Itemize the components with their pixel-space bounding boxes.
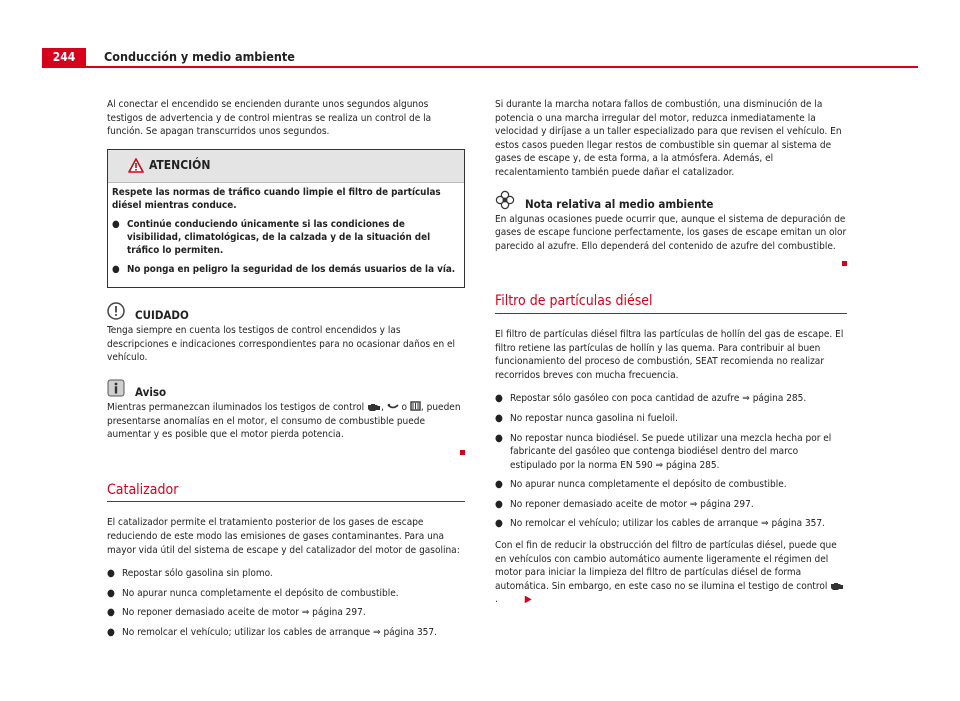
aviso-text <box>107 401 465 442</box>
info-icon <box>107 379 125 397</box>
section-end <box>495 257 847 265</box>
list-item-text: Repostar sólo gasolina sin plomo. <box>122 568 273 580</box>
list-item: ● No reponer demasiado aceite de motor ⇒ página 297. <box>495 498 754 510</box>
aviso-sep: o <box>398 402 410 413</box>
catalizador-text: El catalizador permite el tratamiento posterior de los gases de escape reduciendo de este modo las emisiones de gases contaminantes. Para una mayor vida útil del sistema de escape y del catalizador del motor de gasolina: <box>107 517 460 556</box>
combustion-paragraph: Si durante la marcha notara fallos de combustión, una disminución de la potencia o una marcha irregular del motor, reduzca inmediatamente la velocidad y diríjase a un taller especializado para que revisen el vehículo. En estos casos pueden llegar restos de combustible sin quemar al sistema de gases de escape y, de esta forma, a la atmósfera. Además, el recalentamiento también puede dañar el catalizador. <box>495 99 842 178</box>
warning-header <box>108 150 464 183</box>
end-marker-icon <box>460 450 465 455</box>
list-item-text: No repostar nunca biodiésel. Se puede utilizar una mezcla hecha por el fabricante del gasóleo que contenga biodiésel dentro del marco estipulado por la norma EN 590 ⇒ página 285. <box>510 432 832 471</box>
aviso-text-b: , pueden presentarse anomalías en el motor, el consumo de combustible puede aumentar y es posible que el motor pierda potencia. <box>107 402 461 441</box>
caution-title: CUIDADO <box>135 308 189 323</box>
section-heading-catalizador: Catalizador <box>107 484 465 503</box>
warning-box <box>107 149 465 288</box>
warning-item: ● Continúe conduciendo únicamente si las condiciones de visibilidad, climatológicas, de la calzada y de la situación del tráfico lo permiten. <box>112 218 456 258</box>
filtro-closing <box>495 539 847 607</box>
list-item: ● No repostar nunca gasolina ni fueloil. <box>495 412 678 424</box>
list-item: ● No apurar nunca completamente el depósito de combustible. <box>495 479 787 491</box>
engine-warning-icon <box>830 582 844 590</box>
list-item: ● No reponer demasiado aceite de motor ⇒ página 297. <box>107 607 366 619</box>
env-note-header <box>495 190 847 210</box>
list-item: ● No repostar nunca biodiésel. Se puede utilizar una mezcla hecha por el fabricante del gasóleo que contenga biodiésel dentro del marco estipulado por la norma EN 590 ⇒ página 285. <box>495 432 847 473</box>
warning-lead: Respete las normas de tráfico cuando limpie el filtro de partículas diésel mientras conduce. <box>112 186 441 212</box>
env-note-title: Nota relativa al medio ambiente <box>525 196 714 211</box>
list-item-text: No repostar nunca gasolina ni fueloil. <box>510 412 678 424</box>
list-item-text: No remolcar el vehículo; utilizar los cables de arranque ⇒ página 357. <box>510 518 825 530</box>
catalizador-list <box>107 567 465 639</box>
page-header <box>42 48 918 68</box>
list-item: ● No apurar nunca completamente el depósito de combustible. <box>107 587 399 599</box>
list-item-text: No apurar nunca completamente el depósito de combustible. <box>510 479 787 491</box>
filtro-closing-end: . <box>495 594 498 606</box>
list-item-text: No apurar nunca completamente el depósito de combustible. <box>122 587 399 599</box>
aviso-text-a: Mientras permanezcan iluminados los testigos de control <box>107 402 367 413</box>
env-note-text: En algunas ocasiones puede ocurrir que, aunque el sistema de depuración de gases de escape funcione perfectamente, los gases de escape emitan un olor parecido al azufre. Ello dependerá del contenido de azufre del combustible. <box>495 213 847 252</box>
caution-text: Tenga siempre en cuenta los testigos de control encendidos y las descripciones e indicaciones correspondientes para no ocasionar daños en el vehículo. <box>107 325 456 364</box>
list-item-text: Repostar sólo gasóleo con poca cantidad de azufre ⇒ página 285. <box>510 393 807 405</box>
warning-item-text: No ponga en peligro la seguridad de los demás usuarios de la vía. <box>127 263 456 275</box>
continue-arrow-icon: ▶ <box>524 594 532 606</box>
aviso-title: Aviso <box>135 385 167 400</box>
running-head: Conducción y medio ambiente <box>104 49 295 64</box>
exhaust-warning-icon <box>387 403 399 411</box>
filtro-list <box>495 392 847 531</box>
list-item-text: No remolcar el vehículo; utilizar los cables de arranque ⇒ página 357. <box>122 626 437 638</box>
warning-body <box>108 183 464 287</box>
list-item: ● No remolcar el vehículo; utilizar los cables de arranque ⇒ página 357. <box>107 626 437 638</box>
warning-title: ATENCIÓN <box>149 157 211 172</box>
warning-triangle-icon <box>128 158 144 173</box>
page-number: 244 <box>42 48 86 66</box>
filtro-text: El filtro de partículas diésel filtra las partículas de hollín del gas de escape. El filtro retiene las partículas de hollín y las quema. Para contribuir al buen funcionamiento del proceso de combustión, SEAT recomienda no realizar recorridos breves con mucha frecuencia. <box>495 328 844 381</box>
caution-exclamation-icon <box>107 302 125 320</box>
engine-warning-icon <box>367 403 381 411</box>
list-item: ● No remolcar el vehículo; utilizar los cables de arranque ⇒ página 357. <box>495 518 825 530</box>
left-column <box>107 98 465 646</box>
list-item: ● Repostar sólo gasolina sin plomo. <box>107 568 273 580</box>
list-item: ● Repostar sólo gasóleo con poca cantidad de azufre ⇒ página 285. <box>495 393 807 405</box>
environment-flower-icon <box>495 190 515 210</box>
aviso-sep: , <box>380 402 387 413</box>
list-item-text: No reponer demasiado aceite de motor ⇒ página 297. <box>510 498 754 510</box>
warning-item: ● No ponga en peligro la seguridad de los demás usuarios de la vía. <box>112 263 456 275</box>
caution-header <box>107 302 465 323</box>
right-column <box>495 98 847 617</box>
section-heading-filtro: Filtro de partículas diésel <box>495 295 847 314</box>
glow-plug-icon <box>410 401 421 411</box>
aviso-header <box>107 379 465 400</box>
section-end <box>107 446 465 454</box>
warning-item-text: Continúe conduciendo únicamente si las condiciones de visibilidad, climatológicas, de la calzada y de la situación del tráfico lo permiten. <box>127 218 431 257</box>
filtro-closing-text: Con el fin de reducir la obstrucción del filtro de partículas diésel, puede que en vehículos con cambio automático aumente ligeramente el régimen del motor para iniciar la limpieza del filtro de partículas diésel de forma automática. Sin embargo, en este caso no se ilumina el testigo de control <box>495 540 837 592</box>
intro-paragraph: Al conectar el encendido se encienden durante unos segundos algunos testigos de advertencia y de control mientras se realiza un control de la función. Se apagan transcurridos unos segundos. <box>107 99 432 138</box>
list-item-text: No reponer demasiado aceite de motor ⇒ página 297. <box>122 607 366 619</box>
end-marker-icon <box>842 261 847 266</box>
